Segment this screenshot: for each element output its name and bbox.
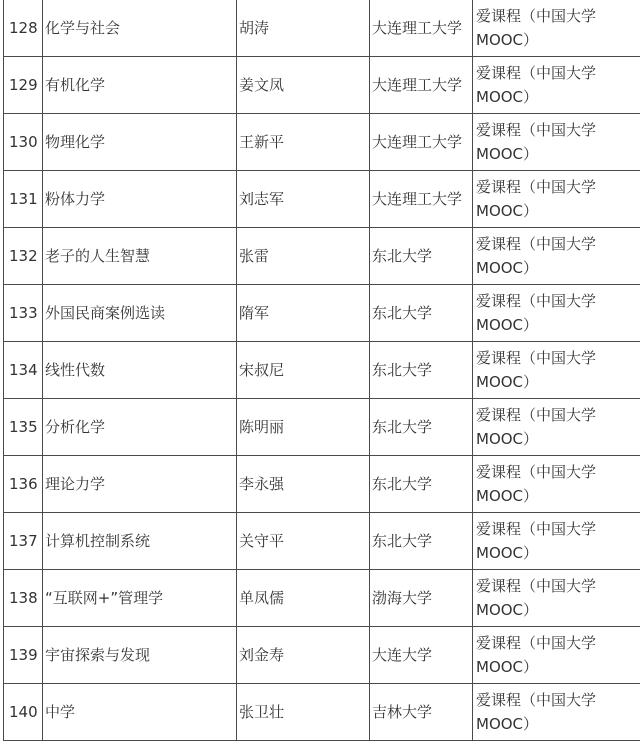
platform-cell bbox=[473, 57, 640, 114]
table-row bbox=[4, 399, 640, 456]
table-row bbox=[4, 285, 640, 342]
school-name: 大连理工大学 bbox=[370, 114, 473, 171]
platform-line-1: 爱课程（中国大学 bbox=[476, 460, 640, 484]
course-table-body bbox=[4, 0, 640, 741]
table-row bbox=[4, 513, 640, 570]
platform-cell bbox=[473, 114, 640, 171]
platform-line-1: 爱课程（中国大学 bbox=[476, 289, 640, 313]
platform-cell bbox=[473, 0, 640, 57]
teacher-name: 关守平 bbox=[237, 513, 370, 570]
table-row bbox=[4, 627, 640, 684]
platform-cell bbox=[473, 285, 640, 342]
school-name: 东北大学 bbox=[370, 228, 473, 285]
teacher-name: 隋军 bbox=[237, 285, 370, 342]
row-number: 136 bbox=[4, 456, 43, 513]
teacher-name: 姜文凤 bbox=[237, 57, 370, 114]
course-name: 宇宙探索与发现 bbox=[43, 627, 237, 684]
teacher-name: 张卫壮 bbox=[237, 684, 370, 741]
platform-cell bbox=[473, 570, 640, 627]
school-name: 东北大学 bbox=[370, 285, 473, 342]
platform-line-1: 爱课程（中国大学 bbox=[476, 232, 640, 256]
teacher-name: 单凤儒 bbox=[237, 570, 370, 627]
platform-line-1: 爱课程（中国大学 bbox=[476, 574, 640, 598]
teacher-name: 胡涛 bbox=[237, 0, 370, 57]
school-name: 大连理工大学 bbox=[370, 0, 473, 57]
platform-line-1: 爱课程（中国大学 bbox=[476, 61, 640, 85]
school-name: 大连理工大学 bbox=[370, 171, 473, 228]
platform-line-1: 爱课程（中国大学 bbox=[476, 403, 640, 427]
course-name: “互联网+”管理学 bbox=[43, 570, 237, 627]
row-number: 129 bbox=[4, 57, 43, 114]
teacher-name: 陈明丽 bbox=[237, 399, 370, 456]
platform-line-2: MOOC） bbox=[476, 313, 640, 337]
row-number: 132 bbox=[4, 228, 43, 285]
platform-line-2: MOOC） bbox=[476, 655, 640, 679]
row-number: 130 bbox=[4, 114, 43, 171]
table-row bbox=[4, 456, 640, 513]
row-number: 133 bbox=[4, 285, 43, 342]
teacher-name: 宋叔尼 bbox=[237, 342, 370, 399]
row-number: 140 bbox=[4, 684, 43, 741]
row-number: 138 bbox=[4, 570, 43, 627]
row-number: 134 bbox=[4, 342, 43, 399]
platform-cell bbox=[473, 342, 640, 399]
platform-line-1: 爱课程（中国大学 bbox=[476, 346, 640, 370]
platform-line-2: MOOC） bbox=[476, 85, 640, 109]
school-name: 渤海大学 bbox=[370, 570, 473, 627]
course-name: 粉体力学 bbox=[43, 171, 237, 228]
platform-line-1: 爱课程（中国大学 bbox=[476, 4, 640, 28]
platform-line-2: MOOC） bbox=[476, 541, 640, 565]
platform-line-1: 爱课程（中国大学 bbox=[476, 118, 640, 142]
platform-cell bbox=[473, 399, 640, 456]
course-name: 老子的人生智慧 bbox=[43, 228, 237, 285]
platform-line-2: MOOC） bbox=[476, 712, 640, 736]
table-row bbox=[4, 342, 640, 399]
table-row bbox=[4, 0, 640, 57]
school-name: 东北大学 bbox=[370, 342, 473, 399]
platform-line-2: MOOC） bbox=[476, 484, 640, 508]
teacher-name: 王新平 bbox=[237, 114, 370, 171]
teacher-name: 刘志军 bbox=[237, 171, 370, 228]
row-number: 139 bbox=[4, 627, 43, 684]
course-name: 分析化学 bbox=[43, 399, 237, 456]
platform-line-1: 爱课程（中国大学 bbox=[476, 631, 640, 655]
course-name: 外国民商案例选读 bbox=[43, 285, 237, 342]
table-row bbox=[4, 684, 640, 741]
school-name: 东北大学 bbox=[370, 399, 473, 456]
platform-line-2: MOOC） bbox=[476, 370, 640, 394]
platform-cell bbox=[473, 513, 640, 570]
platform-line-1: 爱课程（中国大学 bbox=[476, 688, 640, 712]
school-name: 大连理工大学 bbox=[370, 57, 473, 114]
platform-cell bbox=[473, 456, 640, 513]
row-number: 128 bbox=[4, 0, 43, 57]
table-row bbox=[4, 57, 640, 114]
platform-line-2: MOOC） bbox=[476, 199, 640, 223]
course-name: 理论力学 bbox=[43, 456, 237, 513]
platform-line-1: 爱课程（中国大学 bbox=[476, 517, 640, 541]
table-row bbox=[4, 114, 640, 171]
platform-cell bbox=[473, 228, 640, 285]
platform-cell bbox=[473, 627, 640, 684]
course-name: 有机化学 bbox=[43, 57, 237, 114]
teacher-name: 刘金寿 bbox=[237, 627, 370, 684]
platform-cell bbox=[473, 684, 640, 741]
platform-cell bbox=[473, 171, 640, 228]
school-name: 东北大学 bbox=[370, 513, 473, 570]
platform-line-2: MOOC） bbox=[476, 427, 640, 451]
course-table bbox=[3, 0, 640, 741]
school-name: 东北大学 bbox=[370, 456, 473, 513]
course-name: 中学 bbox=[43, 684, 237, 741]
course-name: 线性代数 bbox=[43, 342, 237, 399]
school-name: 大连大学 bbox=[370, 627, 473, 684]
table-row bbox=[4, 570, 640, 627]
school-name: 吉林大学 bbox=[370, 684, 473, 741]
course-name: 化学与社会 bbox=[43, 0, 237, 57]
course-name: 计算机控制系统 bbox=[43, 513, 237, 570]
row-number: 135 bbox=[4, 399, 43, 456]
teacher-name: 李永强 bbox=[237, 456, 370, 513]
table-row bbox=[4, 228, 640, 285]
row-number: 131 bbox=[4, 171, 43, 228]
platform-line-2: MOOC） bbox=[476, 28, 640, 52]
platform-line-1: 爱课程（中国大学 bbox=[476, 175, 640, 199]
platform-line-2: MOOC） bbox=[476, 598, 640, 622]
platform-line-2: MOOC） bbox=[476, 142, 640, 166]
course-name: 物理化学 bbox=[43, 114, 237, 171]
teacher-name: 张雷 bbox=[237, 228, 370, 285]
table-row bbox=[4, 171, 640, 228]
platform-line-2: MOOC） bbox=[476, 256, 640, 280]
row-number: 137 bbox=[4, 513, 43, 570]
